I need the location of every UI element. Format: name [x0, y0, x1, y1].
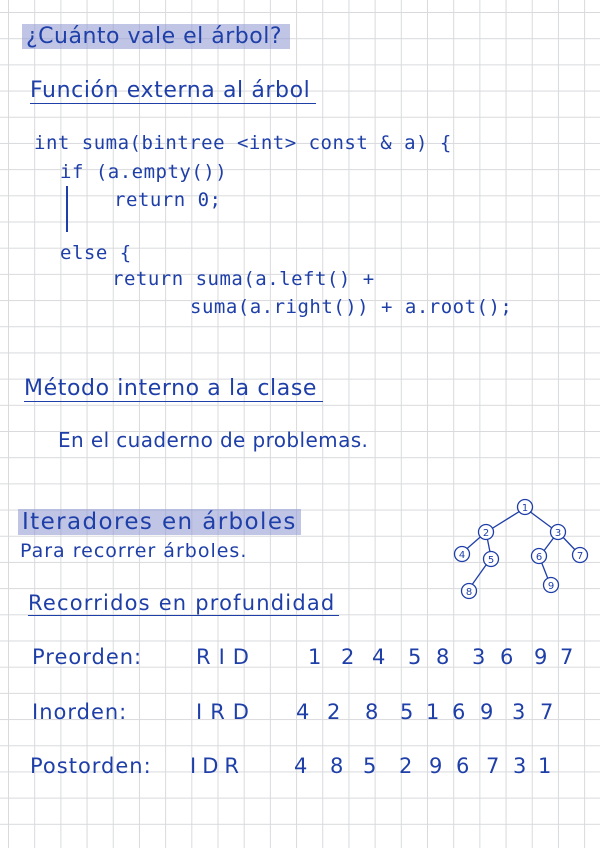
code-line-4: else {	[60, 242, 132, 264]
traversal-label: Postorden:	[30, 754, 152, 778]
code-line-1: int suma(bintree <int> const & a) {	[34, 132, 452, 154]
traversal-sequence: 4 8 5 2 9 6 7 3 1	[294, 754, 552, 778]
depth-traversals-heading: Recorridos en profundidad	[28, 591, 339, 616]
tree-node-label: 7	[576, 551, 584, 562]
if-bracket-line	[66, 186, 68, 232]
tree-node-label: 1	[521, 503, 529, 514]
tree-node-6	[532, 549, 547, 564]
tree-node-5	[484, 552, 499, 567]
tree-node-2	[479, 525, 494, 540]
tree-node-label: 8	[465, 587, 473, 598]
tree-node-4	[455, 547, 470, 562]
tree-node-8	[462, 584, 477, 599]
tree-node-9	[544, 578, 559, 593]
traversal-sequence: 1 2 4 5 8 3 6 9 7	[308, 645, 574, 669]
internal-method-note: En el cuaderno de problemas.	[58, 428, 369, 452]
traversal-row-inorder	[32, 700, 560, 724]
traversal-label: Inorden:	[32, 700, 128, 724]
tree-node-label: 4	[458, 550, 466, 561]
tree-node-label: 3	[554, 528, 562, 539]
tree-node-label: 5	[487, 555, 495, 566]
traversal-label: Preorden:	[32, 645, 143, 669]
code-line-2: if (a.empty())	[60, 161, 228, 183]
traversal-row-postorder	[30, 754, 558, 778]
iterators-subtitle: Para recorrer árboles.	[20, 540, 248, 562]
tree-node-label: 6	[535, 552, 543, 563]
tree-node-1	[518, 500, 533, 515]
tree-node-label: 9	[547, 581, 555, 592]
traversal-sequence: 4 2 8 5 1 6 9 3 7	[296, 700, 554, 724]
binary-tree-diagram	[448, 494, 598, 604]
tree-node-label: 2	[482, 528, 490, 539]
traversal-order: IDR	[190, 754, 245, 778]
traversal-order: IRD	[196, 700, 257, 724]
page-title: ¿Cuánto vale el árbol?	[22, 24, 290, 49]
tree-node-3	[551, 525, 566, 540]
traversal-order: RID	[196, 645, 257, 669]
external-function-heading: Función externa al árbol	[30, 78, 316, 104]
code-line-3: return 0;	[114, 189, 222, 211]
traversal-row-preorder	[32, 645, 580, 669]
code-line-5: return suma(a.left() +	[112, 268, 375, 290]
tree-node-7	[573, 548, 588, 563]
code-line-6: suma(a.right()) + a.root();	[190, 296, 513, 318]
iterators-heading: Iteradores en árboles	[18, 509, 301, 535]
internal-method-heading: Método interno a la clase	[24, 376, 323, 402]
